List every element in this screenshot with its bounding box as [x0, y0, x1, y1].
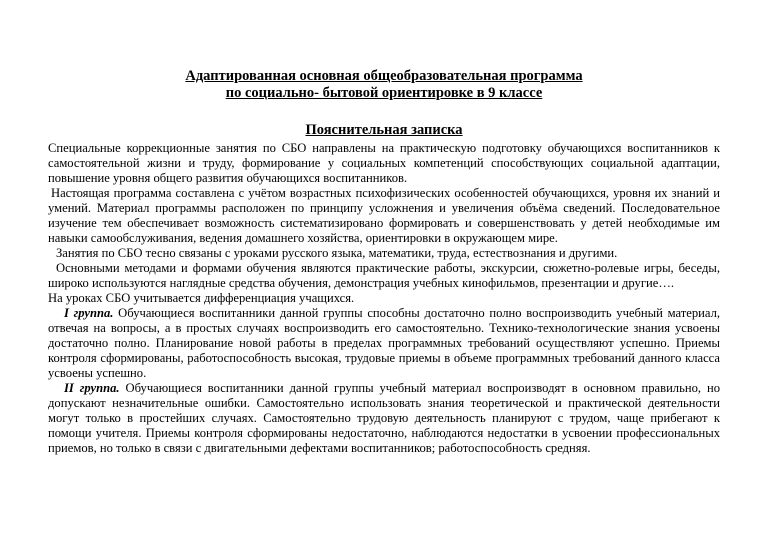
title-line-1: Адаптированная основная общеобразовательная программа — [185, 68, 583, 84]
title-line-2: по социально- бытовой ориентировке в 9 классе — [225, 85, 543, 101]
paragraph-subject-links: Занятия по СБО тесно связаны с уроками русского языка, математики, труда, естествознания и другими. — [56, 246, 618, 260]
group-1-label: I группа. — [64, 306, 114, 320]
paragraph-methods: Основными методами и формами обучения являются практические работы, экскурсии, сюжетно-ролевые игры, беседы, широко используются наглядные средства обучения, демонстрация учебных кинофильмов, презентации и другие…. — [48, 261, 720, 290]
document-page — [48, 68, 720, 456]
section-heading: Пояснительная записка — [305, 122, 463, 138]
group-2-text: Обучающиеся воспитанники данной группы учебный материал воспроизводят в основном правильно, но допускают незначительные ошибки. Самостоятельно использовать знания теоретической и практической деятельности могут только в простейших случаях. Самостоятельно трудовую деятельность планируют с трудом, чаще прибегают к помощи учителя. Приемы контроля сформированы недостаточно, наблюдаются недостатки в усвоении профессиональных приемов, но только в связи с двигательными дефектами воспитанников; работоспособность средняя. — [48, 381, 720, 455]
group-1-text: Обучающиеся воспитанники данной группы способны достаточно полно воспроизводить учебный материал, отвечая на вопросы, а в простых случаях воспроизводить его самостоятельно. Технико-технологические знания усвоены достаточно полно. Планирование новой работы в пределах программных требований осуществляют успешно. Приемы контроля сформированы, работоспособность высокая, трудовые приемы в объеме программных требований данного класса усвоены успешно. — [48, 306, 721, 380]
program-title — [48, 68, 720, 102]
group-2-label: II группа. — [64, 381, 120, 395]
paragraph-group-2 — [48, 381, 720, 456]
paragraph-program-basis: Настоящая программа составлена с учётом возрастных психофизических особенностей обучающихся, уровня их знаний и умений. Материал программы расположен по принципу усложнения и увеличения объёма сведений. Последовательное изучение тем обеспечивает возможность систематизировано формировать и совершенствовать у детей необходимые им навыки самообслуживания, ведения домашнего хозяйства, ориентировки в окружающем мире. — [48, 186, 720, 245]
paragraph-group-1 — [48, 306, 720, 381]
paragraph-differentiation: На уроках СБО учитывается дифференциация учащихся. — [48, 291, 355, 305]
paragraph-intro: Специальные коррекционные занятия по СБО направлены на практическую подготовку обучающихся воспитанников к самостоятельной жизни и труду, формирование у социальных компетенций способствующих социальной адаптации, повышение уровня общего развития обучающихся воспитанников. — [48, 141, 720, 185]
